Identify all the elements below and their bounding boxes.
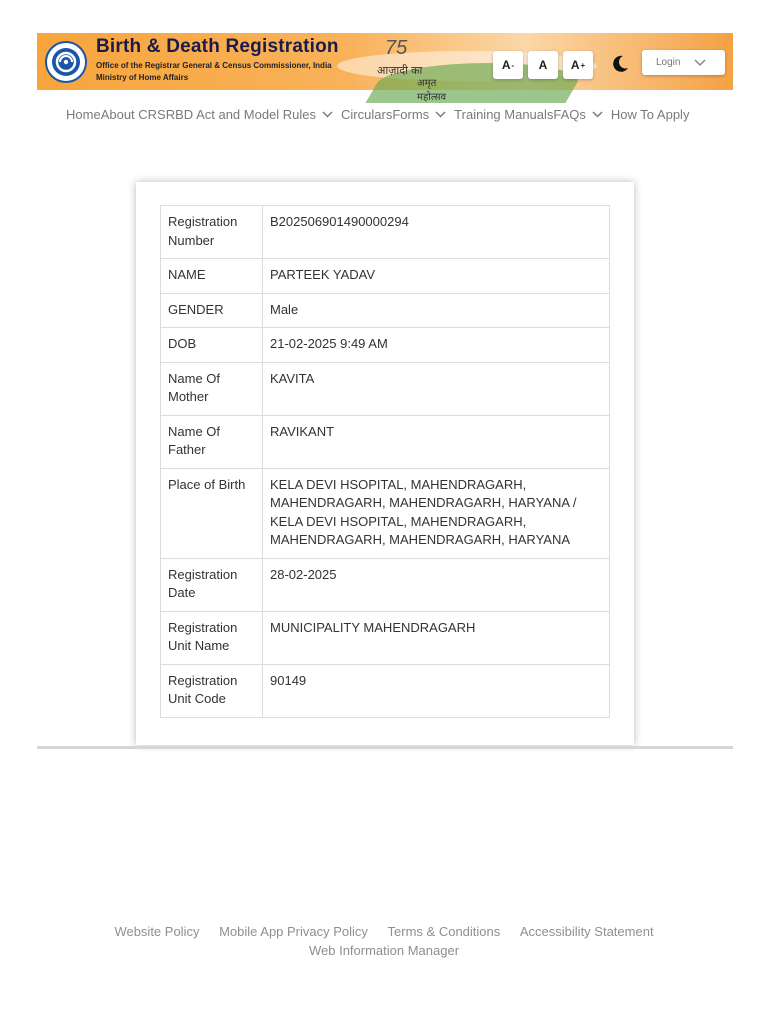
login-dropdown[interactable] xyxy=(642,50,725,75)
field-value-gender: Male xyxy=(263,293,610,328)
table-row xyxy=(161,611,610,664)
footer-mobile-app-privacy-link[interactable]: Mobile App Privacy Policy xyxy=(219,924,368,939)
nav-training-manuals[interactable]: Training Manuals xyxy=(454,106,554,122)
table-row xyxy=(161,293,610,328)
azadi-text-line2: अमृत महोत्सव xyxy=(417,78,447,103)
login-label: Login xyxy=(656,57,681,68)
field-label: Registration Unit Code xyxy=(161,664,263,717)
field-value-place-of-birth: KELA DEVI HSOPITAL, MAHENDRAGARH, MAHENDRAGARH, MAHENDRAGARH, HARYANA / KELA DEVI HSOPITAL, MAHENDRAGARH, MAHENDRAGARH, MAHENDRAGARH, HARYANA xyxy=(263,468,610,558)
footer-terms-link[interactable]: Terms & Conditions xyxy=(387,924,501,939)
nav-faqs-label: FAQs xyxy=(553,106,586,122)
section-divider xyxy=(37,746,733,749)
field-value-name: PARTEEK YADAV xyxy=(263,259,610,294)
font-normal-label: A xyxy=(538,58,548,72)
chevron-down-icon xyxy=(322,111,333,118)
field-label: GENDER xyxy=(161,293,263,328)
field-value-dob: 21-02-2025 9:49 AM xyxy=(263,328,610,363)
crs-logo-icon[interactable] xyxy=(45,41,87,83)
font-increase-label: A xyxy=(570,58,580,72)
table-row xyxy=(161,664,610,717)
nav-how-to-apply[interactable]: How To Apply xyxy=(610,106,690,122)
dark-mode-toggle[interactable] xyxy=(607,51,633,77)
chevron-down-icon xyxy=(694,59,706,67)
table-row xyxy=(161,206,610,259)
footer-links xyxy=(0,924,768,958)
field-label: Name Of Mother xyxy=(161,362,263,415)
minus-icon: - xyxy=(511,60,515,70)
nav-forms-label: Forms xyxy=(392,106,430,122)
field-label: Registration Date xyxy=(161,558,263,611)
site-subtitle-ministry: Ministry of Home Affairs xyxy=(96,73,189,82)
nav-circulars[interactable]: Circulars xyxy=(341,106,393,122)
nav-about-crs[interactable]: About CRS xyxy=(100,106,166,122)
field-label: Place of Birth xyxy=(161,468,263,558)
chevron-down-icon xyxy=(592,111,603,118)
azadi-ka-amrit-mahotsav-logo xyxy=(373,37,463,103)
field-label: Name Of Father xyxy=(161,415,263,468)
nav-rbd-act-label: RBD Act and Model Rules xyxy=(165,106,317,122)
footer-website-policy-link[interactable]: Website Policy xyxy=(114,924,200,939)
birth-record-table xyxy=(160,205,610,718)
nav-rbd-act[interactable] xyxy=(166,107,341,122)
field-label: NAME xyxy=(161,259,263,294)
nav-forms[interactable] xyxy=(392,107,454,122)
field-value-registration-unit-name: MUNICIPALITY MAHENDRAGARH xyxy=(263,611,610,664)
font-normal-button[interactable] xyxy=(528,51,558,79)
chevron-down-icon xyxy=(435,111,446,118)
table-row xyxy=(161,362,610,415)
font-decrease-label: A xyxy=(501,58,511,72)
nav-home[interactable]: Home xyxy=(66,106,101,122)
birth-record-card xyxy=(136,182,634,745)
azadi-text-line1: आज़ादी का xyxy=(377,65,423,77)
footer-accessibility-link[interactable]: Accessibility Statement xyxy=(519,924,654,939)
azadi-number: 75 xyxy=(385,37,408,59)
table-row xyxy=(161,328,610,363)
font-decrease-button[interactable] xyxy=(493,51,523,79)
moon-icon xyxy=(610,54,630,74)
field-value-registration-date: 28-02-2025 xyxy=(263,558,610,611)
site-subtitle-office: Office of the Registrar General & Census Commissioner, India xyxy=(96,61,332,70)
nav-faqs[interactable] xyxy=(553,107,611,122)
main-navigation xyxy=(66,105,689,123)
field-value-mother-name: KAVITA xyxy=(263,362,610,415)
table-row xyxy=(161,558,610,611)
field-value-father-name: RAVIKANT xyxy=(263,415,610,468)
field-value-registration-number: B202506901490000294 xyxy=(263,206,610,259)
field-label: DOB xyxy=(161,328,263,363)
font-increase-button[interactable] xyxy=(563,51,593,79)
table-row xyxy=(161,415,610,468)
table-row xyxy=(161,468,610,558)
table-row xyxy=(161,259,610,294)
field-label: Registration Number xyxy=(161,206,263,259)
field-value-registration-unit-code: 90149 xyxy=(263,664,610,717)
site-title: Birth & Death Registration xyxy=(96,36,339,57)
footer-web-info-manager-link[interactable]: Web Information Manager xyxy=(308,943,460,958)
field-label: Registration Unit Name xyxy=(161,611,263,664)
plus-icon: + xyxy=(580,60,586,70)
